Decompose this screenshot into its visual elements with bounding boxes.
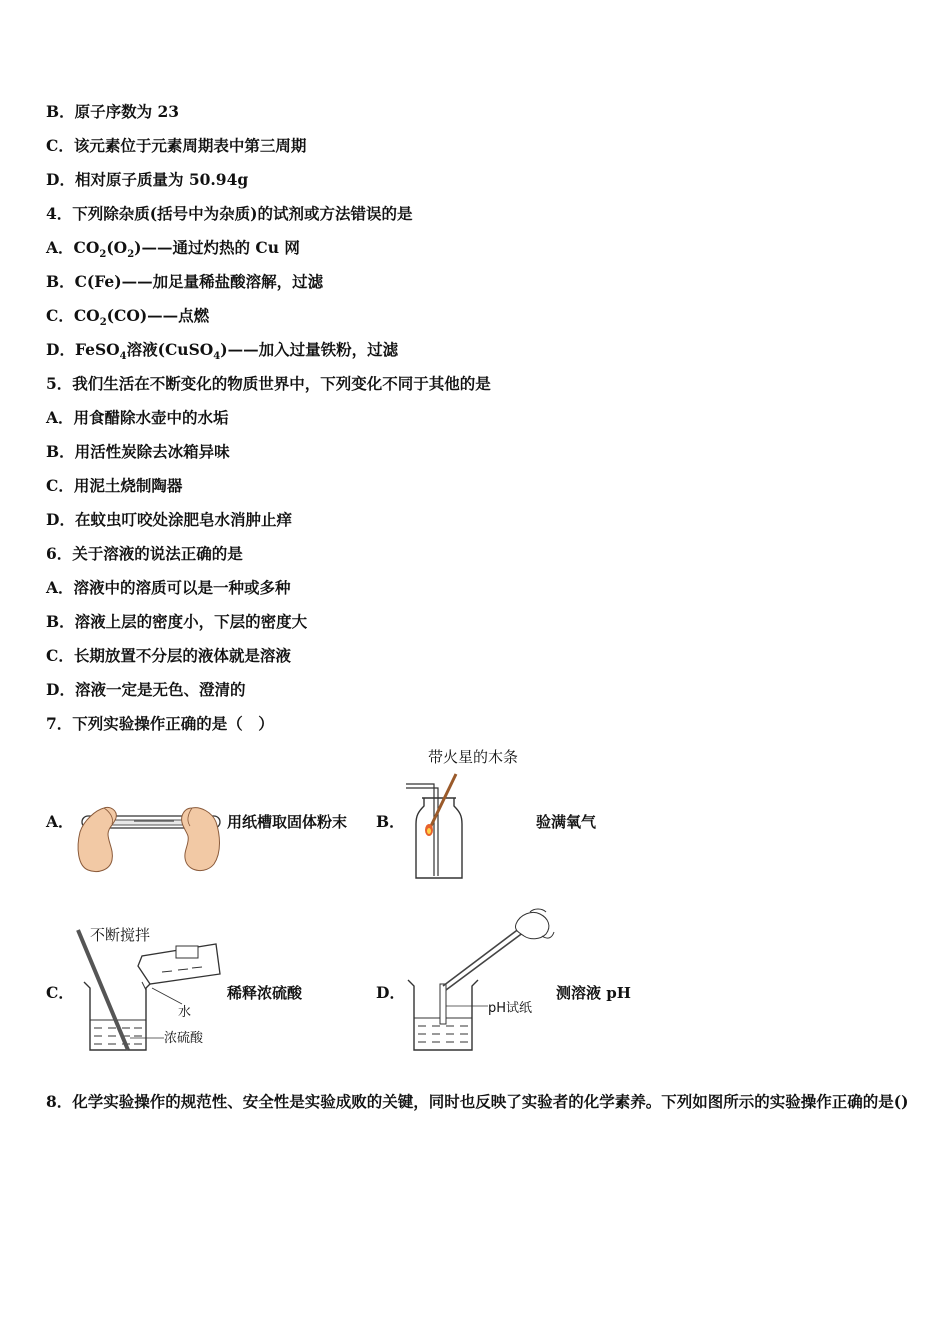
paper-trough-figure [74,800,224,878]
q5-option-d: D．在蚊虫叮咬处涂肥皂水消肿止痒 [46,510,292,529]
q5-option-c: C．用泥土烧制陶器 [46,476,183,495]
dilution-figure [72,926,222,1056]
q6-stem: 6．关于溶液的说法正确的是 [46,544,243,563]
q4-option-c: C．$CO_2(CO)——$点燃 [46,306,210,329]
q6-option-d: D．溶液一定是无色、澄清的 [46,680,246,699]
q6-option-a: A．溶液中的溶质可以是一种或多种 [46,578,291,597]
q7-b-figure-text: 带火星的木条 [428,748,519,766]
q3-option-c: C．该元素位于元素周期表中第三周期 [46,136,307,155]
q4-option-d: D．FeSO$_4$溶液(CuSO$_4$)——加入过量铁粉，过滤 [46,340,399,363]
q7-a-label: A． [46,812,74,831]
q4-option-a: A．$CO_2(O_2)——$通过灼热的 Cu 网 [46,238,300,261]
q6-option-c: C．长期放置不分层的液体就是溶液 [46,646,291,665]
q6-option-b: B．溶液上层的密度小，下层的密度大 [46,612,308,631]
q7-a-caption: 用纸槽取固体粉末 [227,813,348,831]
q4-stem: 4．下列除杂质(括号中为杂质)的试剂或方法错误的是 [46,204,413,223]
q7-stem: 7．下列实验操作正确的是（ ） [46,714,274,733]
q7-c-caption: 稀释浓硫酸 [227,984,303,1002]
q5-stem: 5．我们生活在不断变化的物质世界中，下列变化不同于其他的是 [46,374,491,393]
q5-option-a: A．用食醋除水壶中的水垢 [46,408,229,427]
q7-c-label: C． [46,983,74,1002]
q7-b-caption: 验满氧气 [536,813,597,831]
q4-option-b: B．C(Fe)——加足量稀盐酸溶解，过滤 [46,272,324,291]
q7-b-label: B． [376,812,405,831]
q8-stem: 8．化学实验操作的规范性、安全性是实验成败的关键，同时也反映了实验者的化学素养。下列如图所示的实验操作正确的是() [46,1092,909,1111]
q5-option-b: B．用活性炭除去冰箱异味 [46,442,230,461]
q3-option-b: B．原子序数为 23 [46,102,180,121]
q7-c-water-text: 水 [178,1005,192,1020]
q7-d-figure-text: pH试纸 [488,1001,533,1016]
gas-bottle-figure [404,772,476,882]
q3-option-d: D．相对原子质量为 50.94g [46,170,249,189]
q7-c-acid-text: 浓硫酸 [164,1031,204,1046]
ph-test-figure [406,906,556,1054]
q7-d-caption: 测溶液 pH [556,984,631,1002]
q7-d-label: D． [376,983,405,1002]
q7-c-stir-text: 不断搅拌 [90,926,151,944]
